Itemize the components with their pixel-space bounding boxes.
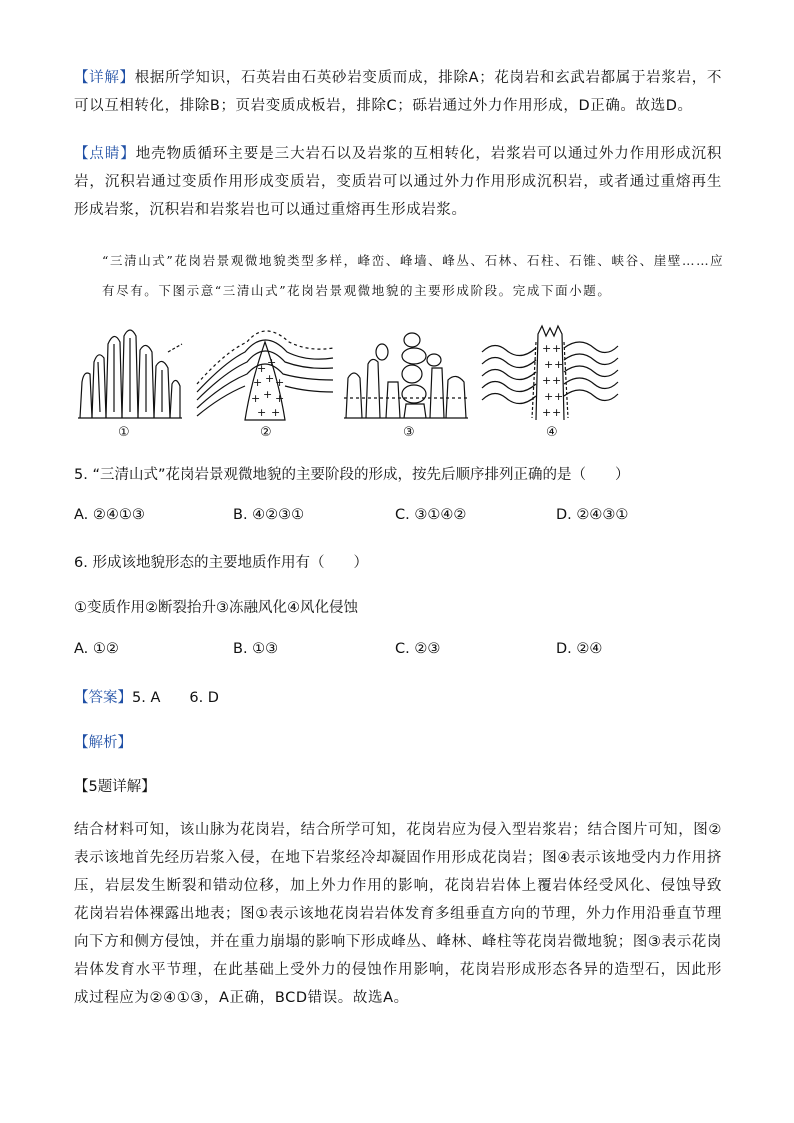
q6-option-d: D. ②④ <box>556 641 603 657</box>
svg-text:+: + <box>552 406 562 419</box>
detail-text: 根据所学知识，石英岩由石英砂岩变质而成，排除A；花岗岩和玄武岩都属于岩浆岩，不可以互相转化，排除B；页岩变质成板岩，排除C；砾岩通过外力作用形成，D正确。故选D。 <box>74 70 722 114</box>
analysis-tag: 【解析】 <box>74 735 132 751</box>
svg-text:+: + <box>257 406 267 419</box>
svg-text:+: + <box>554 358 564 371</box>
answer-line <box>74 686 219 707</box>
svg-text:+: + <box>552 342 562 355</box>
material-text: “三清山式”花岗岩景观微地貌类型多样，峰峦、峰墙、峰丛、石林、石柱、石锥、峡谷、崖壁……应有尽有。下图示意“三清山式”花岗岩景观微地貌的主要形成阶段。完成下面小题。 <box>102 253 725 298</box>
answer-tag: 【答案】 <box>74 690 132 706</box>
svg-text:+: + <box>253 376 263 389</box>
key-point-text: 地壳物质循环主要是三大岩石以及岩浆的互相转化，岩浆岩可以通过外力作用形成沉积岩，沉积岩通过变质作用形成变质岩，变质岩可以通过外力作用形成沉积岩，或者通过重熔再生形成岩浆，沉积岩和岩浆岩也可以通过重熔再生形成岩浆。 <box>74 146 722 218</box>
answer-text: 5. A 6. D <box>132 690 219 706</box>
svg-text:+: + <box>271 406 281 419</box>
q6-option-c: C. ②③ <box>395 641 441 657</box>
svg-text:+: + <box>554 390 564 403</box>
svg-text:+: + <box>265 372 275 385</box>
svg-text:+: + <box>275 392 285 405</box>
q5-option-c: C. ③①④② <box>395 507 467 523</box>
svg-text:+: + <box>542 406 552 419</box>
q6-option-b: B. ①③ <box>233 641 279 657</box>
question-5-stem: 5. “三清山式”花岗岩景观微地貌的主要阶段的形成，按先后顺序排列正确的是（ ） <box>74 467 630 483</box>
svg-text:+: + <box>552 374 562 387</box>
svg-text:+: + <box>251 392 261 405</box>
figure-4-sketch <box>480 322 620 422</box>
question-6-items: ①变质作用②断裂抬升③冻融风化④风化侵蚀 <box>74 600 358 616</box>
detail-tag: 【详解】 <box>74 70 135 86</box>
figure-3-sketch <box>342 322 470 422</box>
key-point-paragraph <box>74 140 722 224</box>
q5-option-b: B. ④②③① <box>233 507 305 523</box>
question-6-stem: 6. 形成该地貌形态的主要地质作用有（ ） <box>74 555 368 571</box>
q5-detail-text: 结合材料可知，该山脉为花岗岩，结合所学可知，花岗岩应为侵入型岩浆岩；结合图片可知，图②表示该地首先经历岩浆入侵，在地下岩浆经冷却凝固作用形成花岗岩；图④表示该地受内力作用挤压，岩层发生断裂和错动位移，加上外力作用的影响，花岗岩岩体上覆岩体经受风化、侵蚀导致花岗岩岩体裸露出地表；图①表示该地花岗岩岩体发育多组垂直方向的节理，外力作用沿垂直节理向下方和侧方侵蚀，并在重力崩塌的影响下形成峰丛、峰林、峰柱等花岗岩微地貌；图③表示花岗岩体发育水平节理，在此基础上受外力的侵蚀作用影响，花岗岩形成形态各异的造型石，因此形成过程应为②④①③，A正确，BCD错误。故选A。 <box>74 822 722 1006</box>
figure-label-1: ① <box>118 425 130 440</box>
detail-paragraph <box>74 64 722 120</box>
q6-option-a: A. ①② <box>74 641 119 657</box>
key-point-tag: 【点睛】 <box>74 146 136 162</box>
q5-option-a: A. ②④①③ <box>74 507 145 523</box>
svg-text:+: + <box>267 356 277 369</box>
figure-1-sketch <box>76 322 184 422</box>
svg-text:+: + <box>257 362 267 375</box>
figure-label-3: ③ <box>403 425 415 440</box>
figure-label-4: ④ <box>546 425 558 440</box>
svg-text:+: + <box>544 358 554 371</box>
svg-text:+: + <box>275 376 285 389</box>
svg-text:+: + <box>542 374 552 387</box>
svg-text:+: + <box>544 390 554 403</box>
figure-2-sketch <box>195 322 335 422</box>
q5-detail-tag: 【5题详解】 <box>74 779 156 795</box>
svg-text:+: + <box>542 342 552 355</box>
q5-option-d: D. ②④③① <box>556 507 629 523</box>
svg-text:+: + <box>263 388 273 401</box>
figure-label-2: ② <box>260 425 272 440</box>
